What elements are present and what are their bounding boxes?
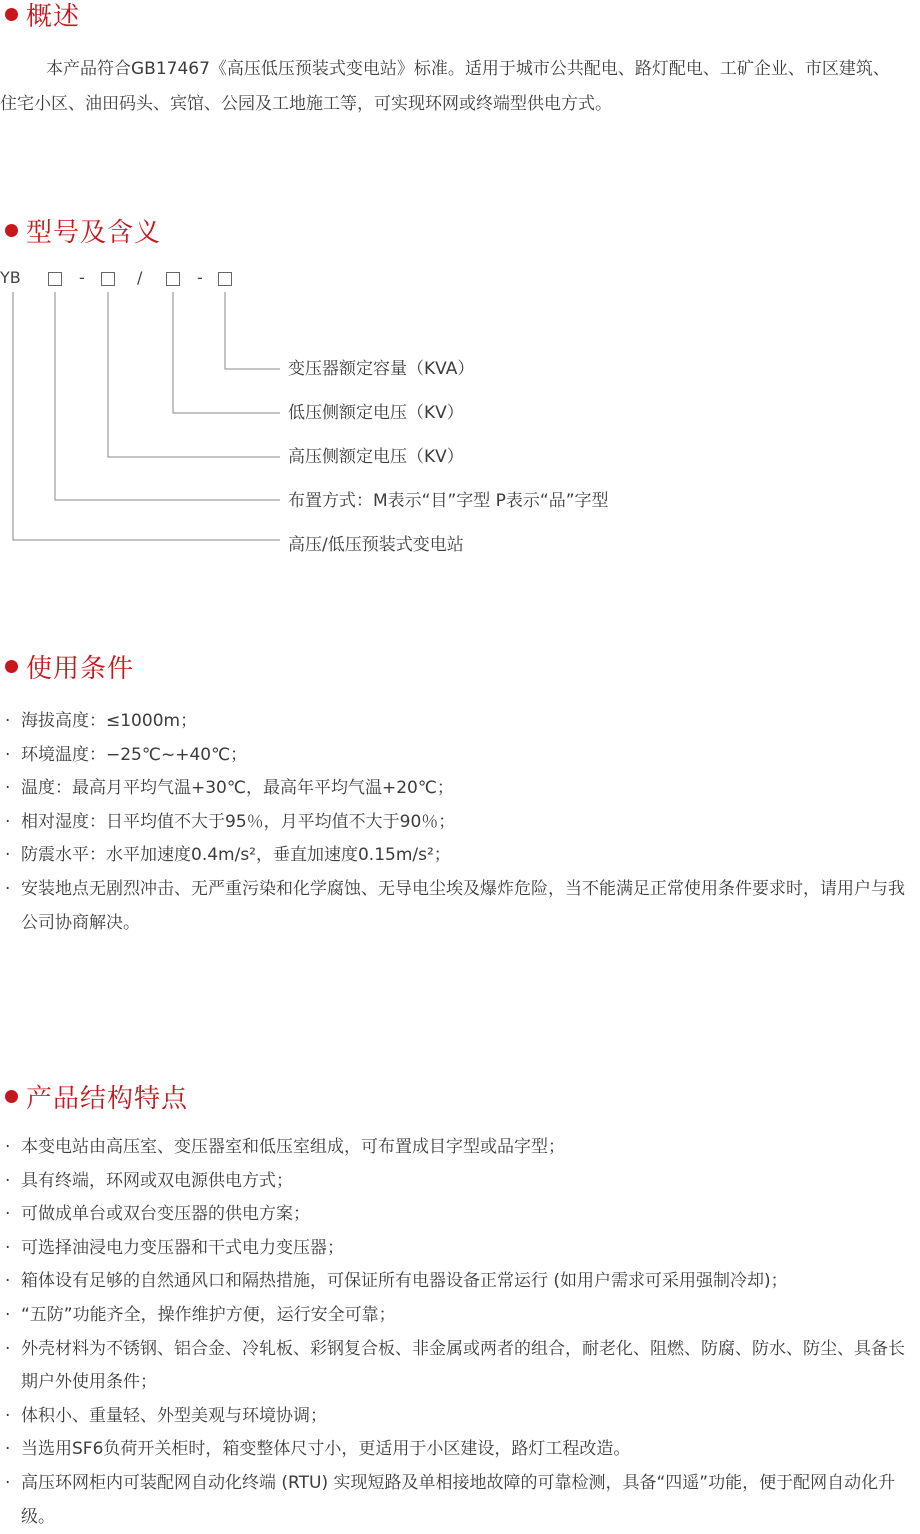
list-item: · 可做成单台或双台变压器的供电方案；: [0, 1198, 910, 1232]
section-title: 产品结构特点: [26, 1083, 189, 1114]
model-label-substation: 高压/低压预装式变电站: [288, 535, 464, 555]
overview-text: 本产品符合GB17467《高压低压预装式变电站》标准。适用于城市公共配电、路灯配电、工矿企业、市区建筑、住宅小区、油田码头、宾馆、公园及工地施工等，可实现环网或终端型供电方式。: [0, 59, 890, 114]
connector-line: [55, 292, 280, 500]
connector-line: [173, 292, 280, 413]
list-item: · “五防”功能齐全，操作维护方便，运行安全可靠；: [0, 1299, 910, 1333]
model-code-separator: -: [197, 268, 203, 287]
list-item: · 高压环网柜内可装配网自动化终端 (RTU) 实现短路及单相接地故障的可靠检测，具备“四遥”功能，便于配网自动化升级。: [0, 1467, 910, 1534]
section-title: 型号及含义: [26, 217, 162, 248]
list-item: · 当选用SF6负荷开关柜时，箱变整体尺寸小，更适用于小区建设，路灯工程改造。: [0, 1433, 910, 1467]
features-list: [0, 1131, 910, 1534]
list-item: · 环境温度：−25℃~+40℃；: [0, 739, 910, 773]
model-label-layout: 布置方式：M表示“目”字型 P表示“品”字型: [288, 491, 609, 511]
section-features-heading: [0, 1076, 188, 1116]
list-item: · 防震水平：水平加速度0.4m/s²，垂直加速度0.15m/s²；: [0, 839, 910, 873]
conditions-list: [0, 705, 910, 940]
bullet-dot-icon: [5, 660, 18, 673]
section-conditions-heading: [0, 646, 134, 686]
list-item: · 相对湿度：日平均值不大于95％，月平均值不大于90％；: [0, 806, 910, 840]
model-label-low-voltage: 低压侧额定电压（KV）: [288, 403, 464, 423]
list-item: · 海拔高度：≤1000m；: [0, 705, 910, 739]
list-item: · 温度：最高月平均气温+30℃，最高年平均气温+20℃；: [0, 772, 910, 806]
list-item: · 具有终端，环网或双电源供电方式；: [0, 1165, 910, 1199]
model-label-high-voltage: 高压侧额定电压（KV）: [288, 447, 464, 467]
model-code-separator: -: [79, 268, 85, 287]
connector-line: [13, 292, 280, 540]
connector-line: [108, 292, 280, 457]
list-item: · 体积小、重量轻、外型美观与环境协调；: [0, 1400, 910, 1434]
model-code-prefix: YB: [0, 268, 21, 287]
list-item: · 安装地点无剧烈冲击、无严重污染和化学腐蚀、无导电尘埃及爆炸危险，当不能满足正常使用条件要求时，请用户与我公司协商解决。: [0, 873, 910, 940]
list-item: · 本变电站由高压室、变压器室和低压室组成，可布置成目字型或品字型；: [0, 1131, 910, 1165]
model-label-capacity: 变压器额定容量（KVA）: [288, 359, 475, 379]
bullet-dot-icon: [5, 1090, 18, 1103]
list-item: · 可选择油浸电力变压器和干式电力变压器；: [0, 1232, 910, 1266]
section-title: 使用条件: [26, 653, 135, 684]
list-item: · 箱体设有足够的自然通风口和隔热措施，可保证所有电器设备正常运行 (如用户需求可采用强制冷却)；: [0, 1265, 910, 1299]
section-title: 概述: [26, 1, 81, 32]
list-item: · 外壳材料为不锈钢、铝合金、冷轧板、彩钢复合板、非金属或两者的组合，耐老化、阻燃、防腐、防水、防尘、具备长期户外使用条件；: [0, 1333, 910, 1400]
model-code-separator: /: [137, 268, 143, 287]
connector-line: [225, 292, 280, 369]
